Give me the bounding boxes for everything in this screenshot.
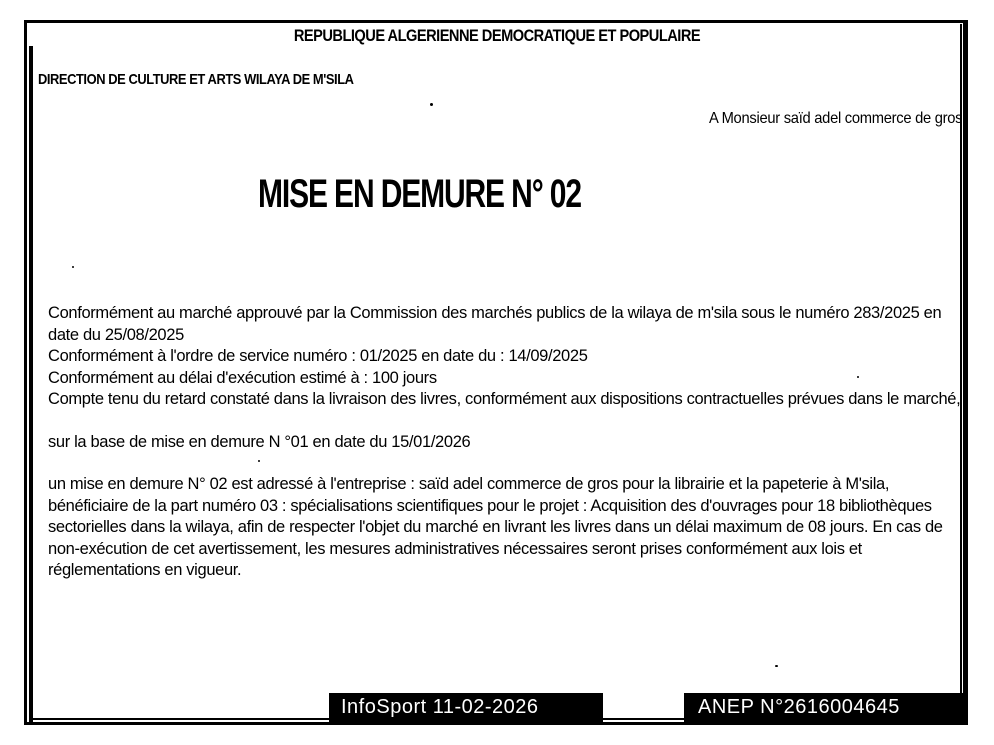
body-paragraph-delivery: Compte tenu du retard constaté dans la livraison des livres, conformément aux dispositions contractuelles prévues dans le marché, <box>48 390 961 408</box>
anep-number-badge: ANEP N°2616004645 <box>684 693 964 722</box>
republic-heading: REPUBLIQUE ALGERIENNE DEMOCRATIQUE ET POPULAIRE <box>293 26 701 45</box>
print-speck <box>72 266 74 268</box>
body-paragraph-previous-notice: sur la base de mise en demure N °01 en date du 15/01/2026 <box>48 432 471 451</box>
left-border-rule <box>29 46 33 722</box>
body-paragraph-service-order: Conformément à l'ordre de service numéro : 01/2025 en date du : 14/09/2025 <box>48 347 588 365</box>
print-speck <box>258 460 260 462</box>
publication-source-badge: InfoSport 11-02-2026 <box>329 693 603 722</box>
notice-title: MISE EN DEMURE N° 02 <box>258 172 581 216</box>
issuing-authority: DIRECTION DE CULTURE ET ARTS WILAYA DE M'SILA <box>38 71 354 88</box>
print-speck <box>857 376 859 378</box>
print-speck <box>430 103 433 106</box>
print-speck <box>775 665 778 667</box>
body-paragraph-market: Conformément au marché approuvé par la Commission des marchés publics de la wilaya de m'sila sous le numéro 283/2025 en date du 25/08/2025 <box>48 304 942 344</box>
notice-body <box>48 303 966 582</box>
body-paragraph-delay: Conformément au délai d'exécution estimé à : 100 jours <box>48 368 437 387</box>
body-paragraph-notice: un mise en demure N° 02 est adressé à l'entreprise : saïd adel commerce de gros pour la librairie et la papeterie à M'sila, bénéficiaire de la part numéro 03 : spécialisations scientifiques pour le projet : Acquisition des d'ouvrages pour 18 bibliothèques sectorielles dans la wilaya, afin de respecter l'objet du marché en livrant les livres dans un délai maximum de 08 jours. En cas de non-exécution de cet avertissement, les mesures administratives nécessaires seront prises conformément aux lois et réglementations en vigueur. <box>48 475 943 579</box>
recipient-line: A Monsieur saïd adel commerce de gros <box>708 110 962 127</box>
